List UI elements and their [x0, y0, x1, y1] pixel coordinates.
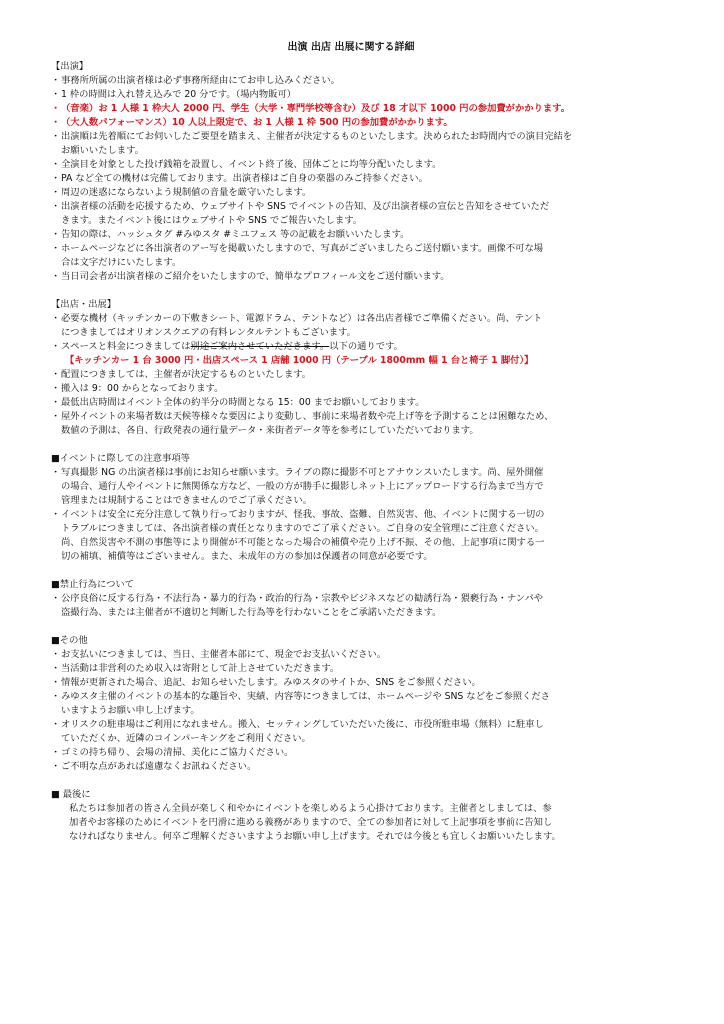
list-item: ・ スペースと料金につきましては別途ご案内させていただきます。以下の通りです。	[51, 341, 403, 352]
list-item: ・ PA など全ての機材は完備しております。出演者様はご自身の楽器のみご持参ください。	[51, 173, 428, 184]
closing-heading: ■ 最後に	[51, 789, 91, 800]
list-item-text: 写真撮影 NG の出演者様は事前にお知らせ願います。ライブの際に撮影不可とアナウンスいたします。尚、屋外開催	[61, 467, 544, 478]
list-item-text: ゴミの持ち帰り、会場の清掃、美化にご協力ください。	[61, 747, 294, 758]
list-item-text: ホームページなどに各出演者のアー写を掲載いたしますので、写真がございましたらご送付願います。画像不可な場	[61, 243, 544, 254]
list-item-text: ていただくか、近隣のコインパーキングをご利用ください。	[61, 733, 311, 744]
prohibited-heading: ■禁止行為について	[51, 579, 134, 590]
list-item-text: お支払いにつきましては、当日、主催者本部にて、現金でお支払いください。	[61, 649, 387, 660]
list-item: ・ 情報が更新された場合、追記、お知らせいたします。みゆスタのサイトか、SNS をご参照ください。	[51, 677, 481, 688]
shop-heading: 【出店・出展】	[51, 299, 117, 310]
list-item-text: （大人数パフォーマンス）10 人以上限定で、お 1 人様 1 枠 500 円の参加費がかかります。	[61, 117, 453, 128]
list-item-text: 盗撮行為、または主催者が不適切と判断した行為等を行わないことをご承諾いただきます。	[61, 607, 442, 618]
performance-heading: 【出演】	[51, 61, 89, 72]
cautions-list	[51, 466, 651, 564]
list-item: ・ 全演目を対象とした投げ銭箱を設置し、イベント終了後、団体ごとに均等分配いたします。	[51, 159, 442, 170]
list-item: ・ イベントは安全に充分注意して執り行っておりますが、怪我、事故、盗難、自然災害、他、イベントに関する一切の トラブルにつきましては、各出演者様の責任となりますのでご了承ください。ご自身の安全管理にご注意ください。 尚、自然災害や不測の事態等により開催が不可能となった場合の補償や売り上げ不振、その他、上記事項に関する一 切の補填、補償等はございません。また、未成年の方の参加は保護者の同意が必要です。	[51, 509, 545, 562]
list-item: ・ 出演者様の活動を応援するため、ウェブサイトや SNS でイベントの告知、及び出演者様の宣伝と告知をさせていただ きます。またイベント後にはウェブサイトや SNS でご報告いたします。	[51, 201, 550, 226]
list-item: ・ ゴミの持ち帰り、会場の清掃、美化にご協力ください。	[51, 747, 294, 758]
other-heading: ■その他	[51, 635, 88, 646]
shop-list	[51, 368, 651, 438]
list-item-text: イベントは安全に充分注意して執り行っておりますが、怪我、事故、盗難、自然災害、他、イベントに関する一切の	[61, 509, 545, 520]
list-item: ・ 配置につきましては、主催者が決定するものといたします。	[51, 369, 312, 380]
document-page	[51, 41, 651, 844]
list-item-text: 周辺の迷惑にならないよう規制値の音量を厳守いたします。	[61, 187, 312, 198]
list-item: ・ みゆスタ主催のイベントの基本的な趣旨や、実績、内容等につきましては、ホームページや SNS などをご参照くださ いますようお願い申し上げます。	[51, 691, 550, 716]
list-item-text: 情報が更新された場合、追記、お知らせいたします。みゆスタのサイトか、SNS をご参照ください。	[61, 677, 481, 688]
list-item-text: 出演順は先着順にてお伺いしたご要望を踏まえ、主催者が決定するものといたします。決められたお時間内での演目完結を	[61, 131, 573, 142]
performance-list	[51, 74, 651, 284]
list-item: ・ 必要な機材（キッチンカーの下敷きシート、電源ドラム、テントなど）は各出店者様でご準備ください。尚、テント につきましてはオリオンスクエアの有料レンタルテントもございます。	[51, 313, 543, 338]
list-item-text: 全演目を対象とした投げ銭箱を設置し、イベント終了後、団体ごとに均等分配いたします。	[61, 159, 442, 170]
list-item-text: 管理または規制することはできませんのでご了承ください。	[61, 495, 313, 506]
list-item-text: 合は文字だけにいたします。	[61, 257, 182, 268]
list-item-text: きます。またイベント後にはウェブサイトや SNS でご報告いたします。	[61, 215, 363, 226]
cautions-heading: ■イベントに際しての注意事項等	[51, 453, 190, 464]
list-item-text: 1 枠の時間は入れ替え込みで 20 分です。（場内物販可）	[61, 89, 297, 100]
list-item-text: 最低出店時間はイベント全体の約半分の時間となる 15：00 までお願いしております。	[61, 397, 425, 408]
list-item: ・ 搬入は 9：00 からとなっております。	[51, 383, 224, 394]
list-item: ・ 1 枠の時間は入れ替え込みで 20 分です。（場内物販可）	[51, 89, 297, 100]
struck-text: 別途ご案内させていただきます。	[190, 341, 330, 352]
list-item-text: オリスクの駐車場はご利用になれません。搬入、セッティングしていただいた後に、市役所駐車場（無料）に駐車し	[61, 719, 544, 730]
list-item: ・ ホームページなどに各出演者のアー写を掲載いたしますので、写真がございましたらご送付願います。画像不可な場 合は文字だけにいたします。	[51, 243, 544, 268]
prohibited-list	[51, 592, 651, 620]
list-item-text: 告知の際は、ハッシュタグ #みゆスタ #ミユフェス 等の記載をお願いいたします。	[61, 229, 410, 240]
list-item: ・ 当日司会者が出演者様のご紹介をいたしますので、簡単なプロフィール文をご送付願います。	[51, 271, 450, 282]
list-item-text: 公序良俗に反する行為・不法行為・暴力的行為・政治的行為・宗教やビジネスなどの勧誘行為・猥褻行為・ナンパや	[61, 593, 544, 604]
list-item-text: 出演者様の活動を応援するため、ウェブサイトや SNS でイベントの告知、及び出演者様の宣伝と告知をさせていただ	[61, 201, 550, 212]
list-item-text: お願いいたします。	[61, 145, 144, 156]
closing-paragraph: 私たちは参加者の皆さん全員が楽しく和やかにイベントを楽しめるよう心掛けております。主催者としましては、参 加者やお客様のためにイベントを円滑に進める義務がありますので、全ての参加者に対して上記事項を事前に告知し なければなりません。何卒ご理解くださいますようお願い申し上げます。それでは今後とも宜しくお願いいたします。	[69, 803, 561, 842]
list-item-text: 切の補填、補償等はございません。また、未成年の方の参加は保護者の同意が必要です。	[61, 551, 433, 562]
list-item-text: みゆスタ主催のイベントの基本的な趣旨や、実績、内容等につきましては、ホームページや SNS などをご参照くださ	[61, 691, 550, 702]
list-item-text: 事務所所属の出演者様は必ず事務所経由にてお申し込みください。	[61, 75, 340, 86]
list-item-text: 当日司会者が出演者様のご紹介をいたしますので、簡単なプロフィール文をご送付願います。	[61, 271, 450, 282]
list-item: ・ 周辺の迷惑にならないよう規制値の音量を厳守いたします。	[51, 187, 312, 198]
other-list	[51, 648, 651, 774]
list-item-text: トラブルにつきましては、各出演者様の責任となりますのでご了承ください。ご自身の安全管理にご注意ください。	[61, 523, 544, 534]
list-item-text: 屋外イベントの来場者数は天候等様々な要因により変動し、事前に来場者数や売上げ等を予測することは困難なため、	[61, 411, 554, 422]
list-item: ・ 事務所所属の出演者様は必ず事務所経由にてお申し込みください。	[51, 75, 340, 86]
list-item-text: 尚、自然災害や不測の事態等により開催が不可能となった場合の補償や売り上げ不振、その他、上記事項に関する一	[61, 537, 545, 548]
price-note: 【キッチンカー 1 台 3000 円・出店スペース 1 店舗 1000 円（テーブル 1800mm 幅 1 台と椅子 1 脚付）】	[65, 355, 534, 366]
list-item: ・ ご不明な点があれば遠慮なくお訊ねください。	[51, 761, 257, 772]
document-title: 出演 出店 出展に関する詳細	[287, 42, 415, 53]
list-item-text: いますようお願い申し上げます。	[61, 705, 200, 716]
list-item-text: 当活動は非営利のため収入は寄附として計上させていただきます。	[61, 663, 340, 674]
list-item-text: の場合、通行人やイベントに無関係な方など、一般の方が勝手に撮影しネット上にアップロードする行為まで当方で	[61, 481, 544, 492]
list-item-text: 搬入は 9：00 からとなっております。	[61, 383, 224, 394]
list-item: ・ 最低出店時間はイベント全体の約半分の時間となる 15：00 までお願いしております。	[51, 397, 425, 408]
list-item: ・ お支払いにつきましては、当日、主催者本部にて、現金でお支払いください。	[51, 649, 387, 660]
list-item: ・ （音楽）お 1 人様 1 枠大人 2000 円、学生（大学・専門学校等含む）及び 18 才以下 1000 円の参加費がかかります。	[51, 103, 571, 114]
list-item: ・ 当活動は非営利のため収入は寄附として計上させていただきます。	[51, 663, 340, 674]
list-item: ・ 出演順は先着順にてお伺いしたご要望を踏まえ、主催者が決定するものといたします。決められたお時間内での演目完結を お願いいたします。	[51, 131, 573, 156]
list-item-text: PA など全ての機材は完備しております。出演者様はご自身の楽器のみご持参ください。	[61, 173, 428, 184]
list-item: ・ オリスクの駐車場はご利用になれません。搬入、セッティングしていただいた後に、市役所駐車場（無料）に駐車し ていただくか、近隣のコインパーキングをご利用ください。	[51, 719, 544, 744]
list-item: ・ 写真撮影 NG の出演者様は事前にお知らせ願います。ライブの際に撮影不可とアナウンスいたします。尚、屋外開催 の場合、通行人やイベントに無関係な方など、一般の方が勝手に撮影しネット上にアップロードする行為まで当方で 管理または規制することはできませんのでご了承ください。	[51, 467, 544, 506]
list-item: ・ 屋外イベントの来場者数は天候等様々な要因により変動し、事前に来場者数や売上げ等を予測することは困難なため、 数値の予測は、各自、行政発表の通行量データ・来街者データ等を参考にしていただいております。	[51, 411, 554, 436]
list-item-text: 配置につきましては、主催者が決定するものといたします。	[61, 369, 312, 380]
list-item-text: （音楽）お 1 人様 1 枠大人 2000 円、学生（大学・専門学校等含む）及び 18 才以下 1000 円の参加費がかかります。	[61, 103, 571, 114]
list-item: ・ 告知の際は、ハッシュタグ #みゆスタ #ミユフェス 等の記載をお願いいたします。	[51, 229, 410, 240]
list-item-text: 数値の予測は、各自、行政発表の通行量データ・来街者データ等を参考にしていただいております。	[61, 425, 479, 436]
list-item: ・ （大人数パフォーマンス）10 人以上限定で、お 1 人様 1 枠 500 円の参加費がかかります。	[51, 117, 453, 128]
list-item: ・ 公序良俗に反する行為・不法行為・暴力的行為・政治的行為・宗教やビジネスなどの勧誘行為・猥褻行為・ナンパや 盗撮行為、または主催者が不適切と判断した行為等を行わないことをご承諾いただきます。	[51, 593, 544, 618]
list-item-text: ご不明な点があれば遠慮なくお訊ねください。	[61, 761, 257, 772]
